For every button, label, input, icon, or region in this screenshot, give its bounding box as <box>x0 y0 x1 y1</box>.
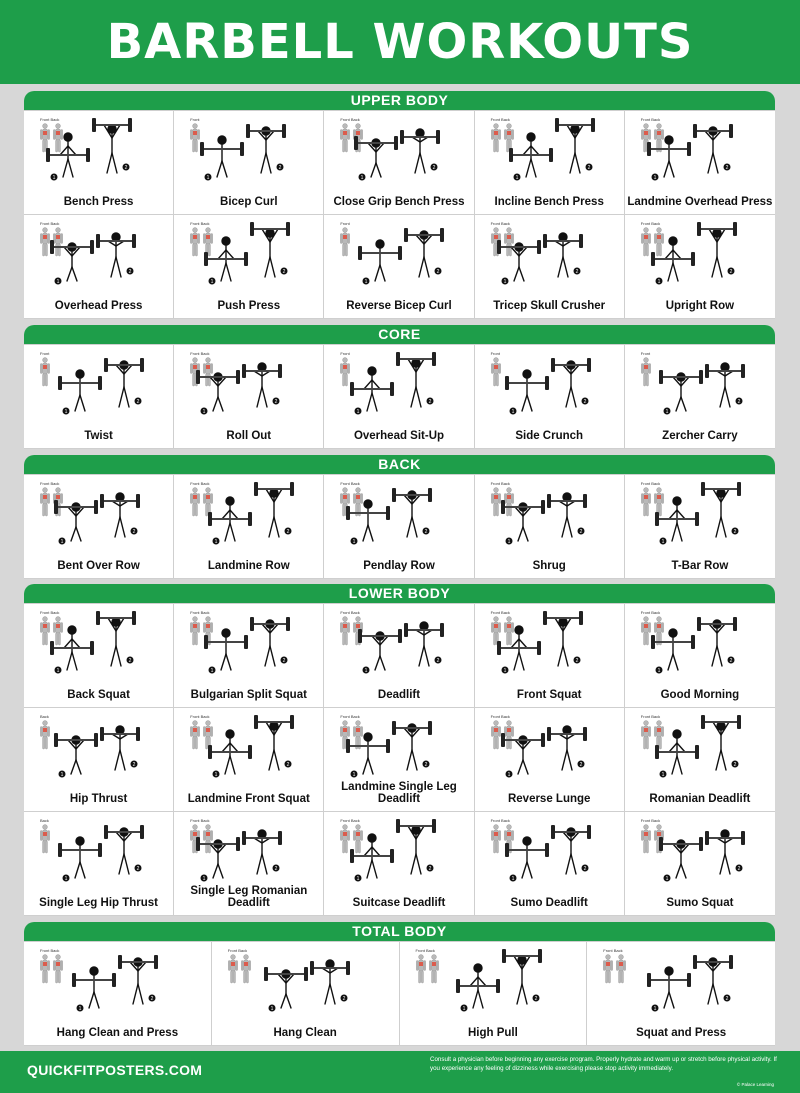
exercise-grid <box>24 941 775 1046</box>
svg-text:2: 2 <box>286 762 290 768</box>
svg-text:2: 2 <box>425 762 428 768</box>
footer-brand-link[interactable]: QUICKFITPOSTERS.COM <box>27 1062 203 1078</box>
athlete-figure-icon <box>479 479 627 551</box>
svg-text:1: 1 <box>202 409 206 415</box>
exercise-name: Deadlift <box>377 689 421 701</box>
muscle-diagram-label: Front Back <box>490 818 510 823</box>
exercise-grid <box>24 110 775 319</box>
exercise-illustration <box>324 111 473 188</box>
svg-text:1: 1 <box>665 409 669 415</box>
exercise-illustration <box>24 345 173 422</box>
title-banner <box>0 0 800 84</box>
athlete-figure-icon <box>28 712 176 784</box>
exercise-illustration <box>174 215 323 292</box>
athlete-figure-icon <box>479 219 627 291</box>
athlete-figure-icon <box>479 712 627 784</box>
athlete-figure-icon <box>328 115 476 187</box>
svg-text:2: 2 <box>587 165 590 171</box>
exercise-card <box>24 604 173 707</box>
svg-text:2: 2 <box>583 399 586 405</box>
muscle-diagram-label: Front Back <box>40 221 60 226</box>
muscle-diagram-label: Front <box>40 351 50 356</box>
muscle-diagram-label: Front Back <box>640 818 661 823</box>
muscle-diagram-label: Front Back <box>227 948 248 953</box>
exercise-card <box>174 812 323 915</box>
svg-text:2: 2 <box>282 269 286 275</box>
svg-text:1: 1 <box>202 876 206 882</box>
exercise-name: Romanian Deadlift <box>649 793 751 805</box>
muscle-diagram-label: Front Back <box>640 610 661 615</box>
svg-text:1: 1 <box>64 876 68 882</box>
svg-text:1: 1 <box>515 175 518 181</box>
exercise-card <box>475 475 624 578</box>
athlete-figure-icon <box>629 816 775 888</box>
svg-text:2: 2 <box>534 996 537 1002</box>
exercise-grid <box>24 603 775 916</box>
exercise-card <box>625 604 775 707</box>
svg-text:2: 2 <box>124 165 128 171</box>
exercise-name: Overhead Sit-Up <box>353 430 445 442</box>
exercise-name: Reverse Lunge <box>507 793 591 805</box>
svg-text:2: 2 <box>575 658 578 664</box>
exercise-illustration <box>174 475 323 552</box>
exercise-card <box>174 604 323 707</box>
svg-text:2: 2 <box>725 165 729 171</box>
muscle-diagram-label: Front <box>340 351 350 356</box>
svg-text:2: 2 <box>128 658 132 664</box>
exercise-illustration <box>625 345 775 422</box>
svg-text:2: 2 <box>725 996 729 1002</box>
section-title: TOTAL BODY <box>24 922 775 941</box>
svg-text:1: 1 <box>353 772 356 778</box>
exercise-name: Squat and Press <box>636 1027 727 1039</box>
exercise-illustration <box>475 345 624 422</box>
svg-text:2: 2 <box>579 762 582 768</box>
muscle-diagram-label: Front Back <box>190 481 210 486</box>
svg-text:2: 2 <box>583 866 586 872</box>
exercise-name: Tricep Skull Crusher <box>493 300 606 312</box>
muscle-diagram-label: Front Back <box>603 948 623 953</box>
exercise-name: Landmine Single Leg Deadlift <box>341 781 457 805</box>
exercise-card <box>625 812 775 915</box>
exercise-name: T-Bar Row <box>671 560 729 572</box>
exercise-card <box>174 475 323 578</box>
muscle-diagram-label: Front Back <box>490 714 510 719</box>
exercise-illustration <box>324 215 473 292</box>
athlete-figure-icon <box>328 608 476 680</box>
svg-text:2: 2 <box>437 269 440 275</box>
footer <box>0 1051 800 1093</box>
exercise-card <box>324 604 473 707</box>
athlete-figure-icon <box>28 816 176 888</box>
svg-text:1: 1 <box>661 539 665 545</box>
svg-text:2: 2 <box>425 529 428 535</box>
athlete-figure-icon <box>629 115 775 187</box>
exercise-grid <box>24 474 775 579</box>
exercise-card <box>324 475 473 578</box>
svg-text:1: 1 <box>56 279 60 285</box>
exercise-name: Reverse Bicep Curl <box>346 300 452 312</box>
exercise-name: Back Squat <box>67 689 130 701</box>
athlete-figure-icon <box>328 219 476 291</box>
exercise-name: High Pull <box>467 1027 518 1039</box>
exercise-illustration <box>324 604 473 681</box>
muscle-diagram-label: Front Back <box>490 610 510 615</box>
exercise-card <box>625 475 775 578</box>
footer-disclaimer: Consult a physician before beginning any exercise program. Properly hydrate and warm up or stretch before physical activity. If you experience any feeling of dizziness while exercising please stop activity immediately. <box>430 1056 777 1072</box>
athlete-figure-icon <box>479 115 627 187</box>
exercise-illustration <box>324 708 473 785</box>
svg-text:1: 1 <box>78 1006 82 1012</box>
svg-text:1: 1 <box>214 772 218 778</box>
footer-copyright: © Palace Learning <box>736 1082 774 1087</box>
exercise-name: Suitcase Deadlift <box>352 897 446 909</box>
svg-text:2: 2 <box>136 399 140 405</box>
exercise-name: Landmine Overhead Press <box>627 196 773 208</box>
exercise-illustration <box>24 708 173 785</box>
muscle-diagram-label: Front Back <box>415 948 435 953</box>
muscle-diagram-label: Front Back <box>190 818 210 823</box>
exercise-illustration <box>324 475 473 552</box>
svg-text:1: 1 <box>52 175 56 181</box>
exercise-illustration <box>174 812 323 889</box>
svg-text:1: 1 <box>503 668 506 674</box>
exercise-name: Roll Out <box>226 430 272 442</box>
exercise-illustration <box>24 604 173 681</box>
exercise-card <box>174 215 323 318</box>
exercise-name: Hang Clean and Press <box>56 1027 179 1039</box>
exercise-name: Bulgarian Split Squat <box>190 689 307 701</box>
exercise-illustration <box>475 111 624 188</box>
svg-text:2: 2 <box>729 269 733 275</box>
svg-text:2: 2 <box>286 529 290 535</box>
exercise-name: Zercher Carry <box>662 430 738 442</box>
exercise-illustration <box>324 345 473 422</box>
exercise-card <box>475 345 624 448</box>
exercise-name: Landmine Front Squat <box>187 793 310 805</box>
svg-text:2: 2 <box>575 269 578 275</box>
exercise-card <box>324 345 473 448</box>
svg-text:1: 1 <box>511 409 514 415</box>
muscle-diagram-label: Front Back <box>490 481 510 486</box>
section-title: BACK <box>24 455 775 474</box>
svg-text:2: 2 <box>282 658 286 664</box>
svg-text:1: 1 <box>357 876 360 882</box>
exercise-name: Close Grip Bench Press <box>333 196 465 208</box>
athlete-figure-icon <box>328 479 476 551</box>
muscle-diagram-label: Front Back <box>340 117 360 122</box>
svg-text:2: 2 <box>729 658 733 664</box>
exercise-illustration <box>212 942 399 1019</box>
exercise-name: Side Crunch <box>515 430 584 442</box>
exercise-name: Landmine Row <box>207 560 290 572</box>
section-back <box>24 455 775 579</box>
svg-text:1: 1 <box>507 539 510 545</box>
muscle-diagram-label: Back <box>40 818 49 823</box>
svg-text:1: 1 <box>462 1006 465 1012</box>
exercise-illustration <box>174 345 323 422</box>
exercise-card <box>625 215 775 318</box>
exercise-illustration <box>24 942 211 1019</box>
athlete-figure-icon <box>629 219 775 291</box>
svg-text:2: 2 <box>136 866 140 872</box>
exercise-illustration <box>475 812 624 889</box>
svg-text:2: 2 <box>737 866 741 872</box>
athlete-figure-icon <box>178 712 326 784</box>
svg-text:2: 2 <box>278 165 282 171</box>
athlete-figure-icon <box>629 479 775 551</box>
svg-text:1: 1 <box>657 668 661 674</box>
exercise-name: Bicep Curl <box>220 196 278 208</box>
athlete-figure-icon <box>328 349 476 421</box>
svg-text:1: 1 <box>657 279 661 285</box>
svg-text:1: 1 <box>357 409 360 415</box>
svg-text:1: 1 <box>210 279 214 285</box>
exercise-illustration <box>24 475 173 552</box>
svg-text:2: 2 <box>132 529 136 535</box>
exercise-name: Shrug <box>532 560 566 572</box>
exercise-illustration <box>475 604 624 681</box>
svg-text:1: 1 <box>511 876 514 882</box>
exercise-card <box>174 708 323 811</box>
svg-text:1: 1 <box>361 175 364 181</box>
athlete-figure-icon <box>479 349 627 421</box>
exercise-name: Hang Clean <box>273 1027 337 1039</box>
muscle-diagram-label: Front Back <box>190 351 210 356</box>
svg-text:1: 1 <box>270 1006 274 1012</box>
muscle-diagram-label: Front Back <box>340 610 360 615</box>
exercise-card <box>625 345 775 448</box>
muscle-diagram-label: Front Back <box>190 610 210 615</box>
exercise-illustration <box>625 604 775 681</box>
exercise-card <box>625 708 775 811</box>
muscle-diagram-label: Front <box>640 351 651 356</box>
svg-text:1: 1 <box>60 539 64 545</box>
athlete-figure-icon <box>178 115 326 187</box>
athlete-figure-icon <box>28 115 176 187</box>
exercise-card <box>475 215 624 318</box>
exercise-card <box>400 942 587 1045</box>
exercise-illustration <box>625 215 775 292</box>
athlete-figure-icon <box>629 712 775 784</box>
muscle-diagram-label: Front Back <box>340 818 360 823</box>
svg-text:1: 1 <box>60 772 64 778</box>
svg-text:2: 2 <box>342 996 346 1002</box>
exercise-card <box>24 708 173 811</box>
exercise-illustration <box>475 215 624 292</box>
exercise-card <box>174 345 323 448</box>
athlete-figure-icon <box>28 608 176 680</box>
svg-text:2: 2 <box>433 165 436 171</box>
exercise-name: Sumo Deadlift <box>510 897 588 909</box>
svg-text:1: 1 <box>365 279 368 285</box>
exercise-illustration <box>174 111 323 188</box>
athlete-figure-icon <box>629 608 775 680</box>
exercise-illustration <box>625 812 775 889</box>
athlete-figure-icon <box>479 816 627 888</box>
athlete-figure-icon <box>328 816 476 888</box>
section-title: LOWER BODY <box>24 584 775 603</box>
muscle-diagram-label: Front Back <box>340 714 360 719</box>
section-lower-body <box>24 584 775 916</box>
exercise-name: Push Press <box>217 300 281 312</box>
muscle-diagram-label: Front Back <box>640 117 661 122</box>
exercise-illustration <box>587 942 775 1019</box>
svg-text:2: 2 <box>437 658 440 664</box>
svg-text:2: 2 <box>150 996 154 1002</box>
svg-text:2: 2 <box>733 529 737 535</box>
athlete-figure-icon <box>479 608 627 680</box>
athlete-figure-icon <box>178 479 326 551</box>
exercise-grid <box>24 344 775 449</box>
exercise-name: Single Leg Romanian Deadlift <box>190 885 308 909</box>
svg-text:2: 2 <box>579 529 582 535</box>
exercise-card <box>324 812 473 915</box>
exercise-name: Pendlay Row <box>363 560 435 572</box>
section-total-body <box>24 922 775 1046</box>
muscle-diagram-label: Front Back <box>640 714 661 719</box>
muscle-diagram-label: Front Back <box>190 221 210 226</box>
muscle-diagram-label: Front Back <box>490 221 510 226</box>
exercise-illustration <box>400 942 587 1019</box>
exercise-illustration <box>24 812 173 889</box>
section-core <box>24 325 775 449</box>
athlete-figure-icon <box>178 816 326 888</box>
athlete-figure-icon <box>28 479 176 551</box>
muscle-diagram-label: Front <box>490 351 500 356</box>
svg-text:2: 2 <box>429 866 432 872</box>
exercise-illustration <box>174 708 323 785</box>
muscle-diagram-label: Front Back <box>40 610 60 615</box>
muscle-diagram-label: Front <box>340 221 350 226</box>
svg-text:1: 1 <box>210 668 214 674</box>
exercise-illustration <box>625 475 775 552</box>
exercise-card <box>625 111 775 214</box>
svg-text:2: 2 <box>274 866 278 872</box>
exercise-illustration <box>625 708 775 785</box>
exercise-card <box>324 708 473 811</box>
section-title: CORE <box>24 325 775 344</box>
exercise-card <box>24 345 173 448</box>
svg-text:1: 1 <box>64 409 68 415</box>
exercise-card <box>324 111 473 214</box>
muscle-diagram-label: Front Back <box>40 948 60 953</box>
exercise-illustration <box>625 111 775 188</box>
svg-text:2: 2 <box>429 399 432 405</box>
svg-text:2: 2 <box>737 399 741 405</box>
svg-text:2: 2 <box>733 762 737 768</box>
exercise-card <box>475 812 624 915</box>
exercise-card <box>587 942 775 1045</box>
exercise-name: Hip Thrust <box>69 793 128 805</box>
exercise-illustration <box>324 812 473 889</box>
muscle-diagram-label: Front Back <box>640 481 661 486</box>
muscle-diagram-label: Front Back <box>40 117 60 122</box>
exercise-card <box>475 111 624 214</box>
svg-text:1: 1 <box>56 668 60 674</box>
exercise-card <box>212 942 399 1045</box>
svg-text:1: 1 <box>365 668 368 674</box>
athlete-figure-icon <box>178 219 326 291</box>
exercise-card <box>324 215 473 318</box>
svg-text:1: 1 <box>353 539 356 545</box>
athlete-figure-icon <box>629 349 775 421</box>
exercise-name: Incline Bench Press <box>494 196 604 208</box>
muscle-diagram-label: Front Back <box>190 714 210 719</box>
exercise-name: Front Squat <box>516 689 582 701</box>
athlete-figure-icon <box>28 219 176 291</box>
muscle-diagram-label: Front Back <box>490 117 510 122</box>
exercise-name: Bench Press <box>63 196 134 208</box>
exercise-illustration <box>475 708 624 785</box>
exercise-card <box>475 708 624 811</box>
exercise-card <box>24 475 173 578</box>
athlete-figure-icon <box>28 349 176 421</box>
svg-text:1: 1 <box>503 279 506 285</box>
exercise-illustration <box>24 111 173 188</box>
exercise-illustration <box>174 604 323 681</box>
exercise-illustration <box>24 215 173 292</box>
exercise-card <box>24 942 211 1045</box>
muscle-diagram-label: Front Back <box>40 481 60 486</box>
exercise-name: Twist <box>84 430 113 442</box>
athlete-figure-icon <box>178 349 326 421</box>
athlete-figure-icon <box>617 946 765 1018</box>
muscle-diagram-label: Front <box>190 117 200 122</box>
athlete-figure-icon <box>242 946 390 1018</box>
athlete-figure-icon <box>430 946 578 1018</box>
exercise-illustration <box>475 475 624 552</box>
exercise-name: Upright Row <box>665 300 735 312</box>
section-title: UPPER BODY <box>24 91 775 110</box>
exercise-card <box>174 111 323 214</box>
athlete-figure-icon <box>178 608 326 680</box>
athlete-figure-icon <box>54 946 202 1018</box>
exercise-name: Good Morning <box>660 689 740 701</box>
svg-text:1: 1 <box>214 539 218 545</box>
exercise-card <box>24 812 173 915</box>
svg-text:1: 1 <box>665 876 669 882</box>
muscle-diagram-label: Front Back <box>640 221 661 226</box>
poster-title: BARBELL WORKOUTS <box>106 14 694 70</box>
svg-text:2: 2 <box>274 399 278 405</box>
svg-text:2: 2 <box>128 269 132 275</box>
exercise-name: Bent Over Row <box>57 560 140 572</box>
svg-text:1: 1 <box>507 772 510 778</box>
exercise-name: Sumo Squat <box>666 897 734 909</box>
svg-text:1: 1 <box>653 1006 657 1012</box>
svg-text:1: 1 <box>653 175 657 181</box>
exercise-name: Overhead Press <box>54 300 143 312</box>
muscle-diagram-label: Back <box>40 714 49 719</box>
exercise-card <box>24 215 173 318</box>
svg-text:1: 1 <box>206 175 210 181</box>
muscle-diagram-label: Front Back <box>340 481 360 486</box>
athlete-figure-icon <box>328 712 476 784</box>
section-upper-body <box>24 91 775 319</box>
svg-text:1: 1 <box>661 772 665 778</box>
exercise-card <box>475 604 624 707</box>
exercise-card <box>24 111 173 214</box>
svg-text:2: 2 <box>132 762 136 768</box>
exercise-name: Single Leg Hip Thrust <box>39 897 159 909</box>
